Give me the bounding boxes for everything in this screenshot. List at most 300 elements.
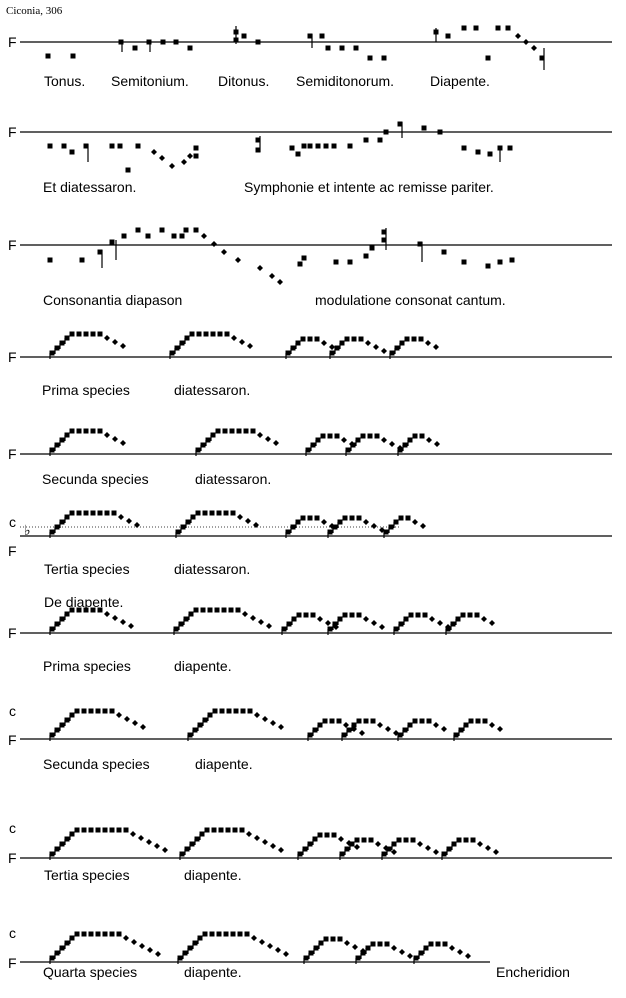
text-label: Tertia species: [44, 561, 130, 577]
text-label: Semitonium.: [111, 73, 189, 89]
neume-square: [220, 709, 225, 714]
neume-square: [474, 26, 479, 31]
neume-square: [211, 332, 216, 337]
neume-square: [216, 429, 221, 434]
neume-rhombus: [363, 616, 369, 622]
neume-square: [301, 337, 306, 342]
neume-rhombus: [373, 344, 379, 350]
neume-rhombus: [352, 944, 358, 950]
neume-rhombus: [407, 953, 413, 959]
neume-square: [384, 130, 389, 135]
neume-rhombus: [277, 279, 283, 285]
neume-square: [368, 434, 373, 439]
neume-square: [420, 434, 425, 439]
text-label: Tonus.: [44, 73, 86, 89]
neume-square: [117, 828, 122, 833]
neume-rhombus: [433, 344, 439, 350]
neume-rhombus: [128, 623, 134, 629]
neume-square: [227, 709, 232, 714]
neume-square: [302, 144, 307, 149]
section-heading: De diapente.: [44, 594, 124, 610]
neume-rhombus: [420, 523, 426, 529]
neume-rhombus: [154, 843, 160, 849]
neume-square: [136, 228, 141, 233]
neume-rhombus: [270, 843, 276, 849]
neume-rhombus: [258, 619, 264, 625]
text-label: diapente.: [184, 867, 242, 883]
neume-rhombus: [120, 619, 126, 625]
neume-rhombus: [377, 722, 383, 728]
text-label: Symphonie et intente ac remisse pariter.: [244, 179, 494, 195]
neume-square: [510, 258, 515, 263]
neume-square: [71, 54, 76, 59]
neume-rhombus: [146, 839, 152, 845]
clef-f: F: [8, 349, 17, 365]
neume-square: [411, 838, 416, 843]
neume-rhombus: [104, 611, 110, 617]
neume-rhombus: [437, 620, 443, 626]
neume-square: [241, 709, 246, 714]
neume-square: [251, 429, 256, 434]
neume-rhombus: [246, 831, 252, 837]
neume-square: [338, 937, 343, 942]
neume-square: [184, 228, 189, 233]
neume-square: [98, 429, 103, 434]
neume-rhombus: [381, 348, 387, 354]
neume-square: [378, 942, 383, 947]
neume-rhombus: [201, 233, 207, 239]
neume-square: [332, 144, 337, 149]
neume-square: [362, 838, 367, 843]
neume-rhombus: [429, 616, 435, 622]
neume-rhombus: [257, 432, 263, 438]
neume-square: [70, 332, 75, 337]
neume-square: [110, 144, 115, 149]
neume-square: [194, 608, 199, 613]
neume-rhombus: [269, 273, 275, 279]
neume-square: [161, 40, 166, 45]
neume-rhombus: [139, 943, 145, 949]
neume-square: [224, 511, 229, 516]
neume-rhombus: [489, 620, 495, 626]
neume-rhombus: [151, 149, 157, 155]
neume-square: [201, 608, 206, 613]
neume-rhombus: [363, 519, 369, 525]
neume-rhombus: [365, 340, 371, 346]
neume-rhombus: [354, 844, 360, 850]
neume-rhombus: [221, 249, 227, 255]
neume-square: [70, 511, 75, 516]
neume-rhombus: [385, 726, 391, 732]
text-label: diapente.: [195, 756, 253, 772]
neume-square: [301, 516, 306, 521]
neume-square: [409, 613, 414, 618]
neume-rhombus: [283, 951, 289, 957]
neume-square: [423, 613, 428, 618]
neume-rhombus: [138, 835, 144, 841]
neume-square: [316, 144, 321, 149]
text-label: Consonantia diapason: [43, 292, 183, 308]
text-label: diatessaron.: [174, 561, 251, 577]
neume-square: [340, 46, 345, 51]
neume-square: [77, 332, 82, 337]
neume-square: [304, 613, 309, 618]
neume-square: [223, 429, 228, 434]
neume-square: [103, 828, 108, 833]
neume-rhombus: [120, 440, 126, 446]
neume-square: [208, 608, 213, 613]
text-label: diatessaron.: [195, 471, 272, 487]
neume-square: [443, 942, 448, 947]
neume-square: [308, 516, 313, 521]
neume-square: [343, 613, 348, 618]
neume-rhombus: [112, 436, 118, 442]
neume-square: [404, 838, 409, 843]
neume-square: [188, 46, 193, 51]
neume-rhombus: [104, 432, 110, 438]
neume-rhombus: [132, 720, 138, 726]
neume-square: [103, 709, 108, 714]
neume-square: [82, 828, 87, 833]
neume-square: [225, 332, 230, 337]
neume-square: [133, 46, 138, 51]
neume-rhombus: [425, 845, 431, 851]
neume-square: [136, 144, 141, 149]
neume-square: [464, 838, 469, 843]
neume-square: [416, 613, 421, 618]
neume-rhombus: [497, 726, 503, 732]
neume-rhombus: [338, 836, 344, 842]
neume-rhombus: [253, 522, 259, 528]
text-label: Prima species: [43, 658, 131, 674]
neume-square: [298, 262, 303, 267]
neume-square: [218, 332, 223, 337]
neume-rhombus: [123, 935, 129, 941]
neume-rhombus: [343, 722, 349, 728]
neume-square: [126, 168, 131, 173]
neume-square: [413, 434, 418, 439]
neume-square: [248, 709, 253, 714]
neume-square: [462, 146, 467, 151]
neume-square: [222, 608, 227, 613]
neume-rhombus: [465, 953, 471, 959]
clef-f: F: [8, 543, 17, 559]
neume-rhombus: [426, 437, 432, 443]
neume-rhombus: [169, 163, 175, 169]
neume-square: [429, 942, 434, 947]
neume-square: [146, 234, 151, 239]
neume-square: [110, 240, 115, 245]
neume-square: [486, 56, 491, 61]
neume-rhombus: [262, 716, 268, 722]
neume-square: [352, 337, 357, 342]
text-label: modulatione consonat cantum.: [315, 292, 506, 308]
neume-rhombus: [267, 943, 273, 949]
neume-rhombus: [245, 518, 251, 524]
neume-square: [117, 932, 122, 937]
neume-rhombus: [247, 343, 253, 349]
neume-rhombus: [493, 849, 499, 855]
neume-square: [496, 26, 501, 31]
neume-rhombus: [278, 847, 284, 853]
neume-square: [118, 144, 123, 149]
neume-square: [369, 838, 374, 843]
text-label: Tertia species: [44, 867, 130, 883]
neume-rhombus: [112, 339, 118, 345]
neume-square: [110, 932, 115, 937]
neume-square: [371, 942, 376, 947]
neume-square: [355, 838, 360, 843]
neume-square: [245, 932, 250, 937]
neume-square: [237, 429, 242, 434]
neume-square: [405, 337, 410, 342]
neume-rhombus: [239, 339, 245, 345]
neume-square: [196, 511, 201, 516]
neume-square: [48, 258, 53, 263]
neume-square: [488, 152, 493, 157]
text-label: Quarta species: [43, 964, 138, 980]
neume-rhombus: [159, 155, 165, 161]
neume-square: [420, 719, 425, 724]
neume-square: [371, 719, 376, 724]
neume-square: [321, 434, 326, 439]
text-label: diapente.: [174, 658, 232, 674]
neume-square: [364, 254, 369, 259]
neume-square: [483, 719, 488, 724]
neume-square: [215, 608, 220, 613]
neume-rhombus: [124, 716, 130, 722]
neume-rhombus: [112, 615, 118, 621]
neume-square: [364, 719, 369, 724]
neume-rhombus: [441, 726, 447, 732]
neume-square: [89, 828, 94, 833]
neume-rhombus: [449, 945, 455, 951]
neume-square: [290, 146, 295, 151]
neume-rhombus: [237, 514, 243, 520]
neume-square: [368, 56, 373, 61]
neume-square: [302, 256, 307, 261]
neume-rhombus: [321, 340, 327, 346]
neume-rhombus: [266, 623, 272, 629]
text-label: diapente.: [184, 964, 242, 980]
neume-square: [75, 709, 80, 714]
neume-square: [231, 932, 236, 937]
neume-square: [412, 337, 417, 342]
neume-rhombus: [515, 33, 521, 39]
neume-square: [226, 828, 231, 833]
neume-rhombus: [235, 257, 241, 263]
flat-sign: ♭: [24, 522, 31, 538]
neume-rhombus: [259, 939, 265, 945]
clef-f: F: [8, 625, 17, 641]
neume-square: [89, 932, 94, 937]
neume-rhombus: [341, 437, 347, 443]
neume-square: [357, 613, 362, 618]
neume-square: [75, 828, 80, 833]
neume-square: [427, 719, 432, 724]
neume-rhombus: [481, 616, 487, 622]
neume-square: [147, 40, 152, 45]
neume-square: [234, 709, 239, 714]
neume-square: [315, 516, 320, 521]
neume-square: [77, 511, 82, 516]
neume-square: [160, 228, 165, 233]
text-label: diatessaron.: [174, 382, 251, 398]
neume-square: [498, 260, 503, 265]
neume-rhombus: [433, 849, 439, 855]
neume-square: [190, 332, 195, 337]
neume-square: [335, 434, 340, 439]
text-label: Diapente.: [430, 73, 490, 89]
clef-c: c: [9, 820, 16, 836]
neume-rhombus: [325, 620, 331, 626]
neume-square: [110, 828, 115, 833]
neume-rhombus: [489, 722, 495, 728]
page-header: Ciconia, 306: [6, 5, 63, 17]
neume-rhombus: [273, 440, 279, 446]
neume-rhombus: [242, 611, 248, 617]
neume-square: [436, 942, 441, 947]
neume-square: [328, 434, 333, 439]
neume-square: [124, 828, 129, 833]
neume-square: [112, 511, 117, 516]
neume-square: [217, 511, 222, 516]
neume-rhombus: [321, 519, 327, 525]
neume-rhombus: [477, 841, 483, 847]
neume-square: [172, 234, 177, 239]
neume-square: [119, 40, 124, 45]
neume-rhombus: [359, 730, 365, 736]
neume-square: [471, 838, 476, 843]
neume-square: [77, 429, 82, 434]
neume-square: [318, 833, 323, 838]
text-label: Et diatessaron.: [43, 179, 137, 195]
neume-rhombus: [120, 343, 126, 349]
neume-square: [438, 130, 443, 135]
neume-square: [345, 337, 350, 342]
neume-rhombus: [231, 335, 237, 341]
neume-rhombus: [147, 947, 153, 953]
neume-rhombus: [104, 335, 110, 341]
neume-rhombus: [417, 841, 423, 847]
neume-square: [382, 56, 387, 61]
neume-square: [354, 46, 359, 51]
neume-square: [231, 511, 236, 516]
neume-square: [180, 234, 185, 239]
neume-rhombus: [275, 947, 281, 953]
neume-square: [326, 46, 331, 51]
neume-rhombus: [389, 441, 395, 447]
neume-square: [242, 34, 247, 39]
neume-square: [508, 146, 513, 151]
neume-rhombus: [375, 841, 381, 847]
neume-square: [70, 429, 75, 434]
neume-rhombus: [250, 615, 256, 621]
neume-square: [244, 429, 249, 434]
neume-square: [110, 709, 115, 714]
neume-square: [91, 511, 96, 516]
neume-square: [82, 709, 87, 714]
neume-square: [475, 613, 480, 618]
neume-square: [332, 833, 337, 838]
neume-square: [308, 337, 313, 342]
neume-rhombus: [329, 344, 335, 350]
neume-square: [84, 429, 89, 434]
neume-square: [103, 932, 108, 937]
neume-square: [468, 613, 473, 618]
text-label: Prima species: [42, 382, 130, 398]
clef-f: F: [8, 124, 17, 140]
neume-square: [194, 154, 199, 159]
neume-square: [233, 828, 238, 833]
neume-square: [315, 337, 320, 342]
neume-square: [457, 838, 462, 843]
neume-square: [75, 932, 80, 937]
neume-rhombus: [434, 441, 440, 447]
neume-rhombus: [181, 159, 187, 165]
neume-rhombus: [254, 712, 260, 718]
neume-square: [334, 260, 339, 265]
neume-square: [98, 332, 103, 337]
neume-square: [476, 150, 481, 155]
neume-square: [91, 332, 96, 337]
neume-square: [348, 260, 353, 265]
neume-square: [359, 337, 364, 342]
neume-rhombus: [155, 951, 161, 957]
neume-square: [320, 34, 325, 39]
text-label: Secunda species: [43, 756, 150, 772]
clef-c: c: [9, 925, 16, 941]
neume-square: [217, 932, 222, 937]
clef-c: c: [9, 703, 16, 719]
neume-rhombus: [523, 39, 529, 45]
neume-square: [98, 511, 103, 516]
neume-rhombus: [257, 265, 263, 271]
neume-square: [70, 150, 75, 155]
neume-square: [48, 144, 53, 149]
clef-c: c: [9, 514, 16, 530]
neume-square: [324, 937, 329, 942]
neume-square: [174, 40, 179, 45]
neume-square: [469, 719, 474, 724]
neume-rhombus: [211, 241, 217, 247]
text-label: Semiditonorum.: [296, 73, 395, 89]
neume-rhombus: [254, 835, 260, 841]
neume-rhombus: [118, 514, 124, 520]
neume-square: [82, 932, 87, 937]
neume-square: [84, 511, 89, 516]
neume-square: [308, 144, 313, 149]
neume-square: [213, 709, 218, 714]
neume-square: [203, 511, 208, 516]
neume-square: [385, 942, 390, 947]
clef-f: F: [8, 34, 17, 50]
neume-square: [348, 144, 353, 149]
neume-rhombus: [116, 712, 122, 718]
neume-square: [350, 613, 355, 618]
neume-square: [311, 613, 316, 618]
text-label: Ditonus.: [218, 73, 270, 89]
neume-rhombus: [265, 436, 271, 442]
neume-square: [219, 828, 224, 833]
neume-square: [364, 138, 369, 143]
neume-square: [238, 932, 243, 937]
neume-square: [229, 608, 234, 613]
neume-square: [204, 332, 209, 337]
neume-square: [203, 932, 208, 937]
neume-square: [325, 833, 330, 838]
neume-square: [84, 332, 89, 337]
